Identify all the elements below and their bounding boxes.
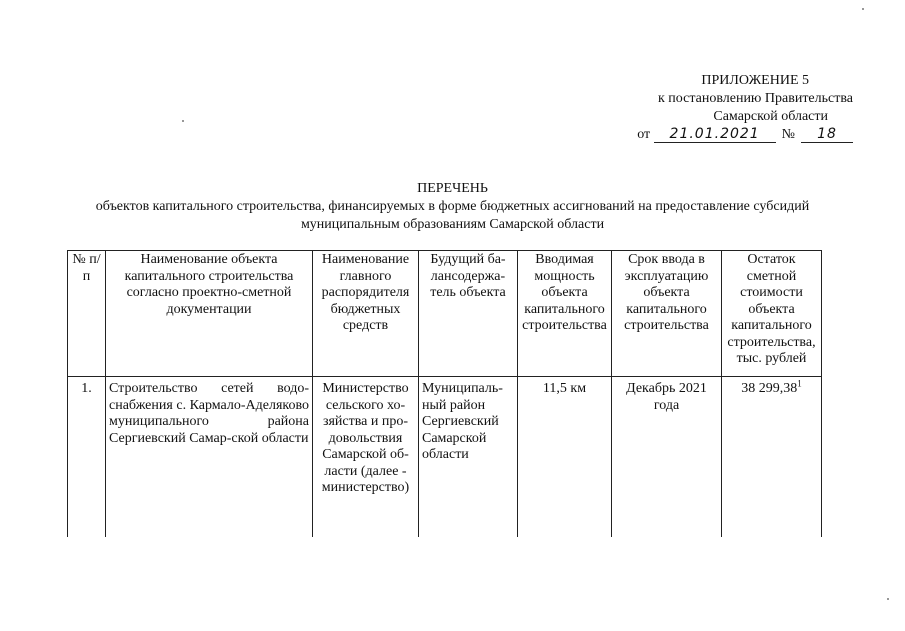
cell-capacity: 11,5 км	[518, 377, 612, 537]
appendix-block	[637, 72, 853, 144]
table-header-row	[68, 251, 822, 377]
header-capacity: Вводимая мощность объекта капитального строительства	[518, 251, 612, 377]
decree-date-handwritten: 21.01.2021	[654, 126, 776, 143]
document-title: ПЕРЕЧЕНЬ	[417, 181, 488, 196]
decree-number-handwritten: 18	[801, 126, 853, 143]
appendix-decree-line: к постановлению Правительства	[657, 91, 853, 106]
cell-balance-holder: Муниципаль-ный район Сергиевский Самарской области	[419, 377, 518, 537]
header-object-name: Наименование объекта капитального строительства согласно проектно-сметной документации	[106, 251, 313, 377]
scan-speck	[862, 8, 864, 10]
footnote-marker: 1	[797, 378, 802, 389]
remaining-cost-value: 38 299,38	[741, 381, 798, 396]
header-commissioning-date: Срок ввода в эксплуатацию объекта капитального строительства	[612, 251, 722, 377]
document-subtitle-line1: объектов капитального строительства, финансируемых в форме бюджетных ассигнований на предоставление субсидий	[95, 199, 810, 214]
cell-object-name: Строительство сетей водо-снабжения с. Кармало-Аделяково муниципального района Сергиевский Самар-ской области	[106, 377, 313, 537]
header-balance-holder: Будущий ба-лансодержа-тель объекта	[419, 251, 518, 377]
document-heading	[0, 180, 905, 234]
table-row	[68, 377, 822, 537]
date-prefix: от	[637, 127, 651, 142]
cell-commissioning-date: Декабрь 2021 года	[612, 377, 722, 537]
decree-signature-line	[637, 126, 853, 144]
cell-budget-manager: Министерство сельского хо-зяйства и про-довольствия Самарской об-ласти (далее - министерство)	[313, 377, 419, 537]
cell-number: 1.	[68, 377, 106, 537]
header-number: № п/п	[68, 251, 106, 377]
header-budget-manager: Наименование главного распорядителя бюджетных средств	[313, 251, 419, 377]
appendix-title: ПРИЛОЖЕНИЕ 5	[701, 73, 809, 88]
scan-speck	[182, 120, 184, 122]
objects-table	[67, 250, 822, 537]
document-subtitle-line2: муниципальным образованиям Самарской области	[300, 217, 605, 232]
cell-remaining-cost	[722, 377, 822, 537]
appendix-region-line: Самарской области	[713, 109, 828, 124]
scan-speck	[887, 598, 889, 600]
header-remaining-cost: Остаток сметной стоимости объекта капитального строительства, тыс. рублей	[722, 251, 822, 377]
number-sign: №	[781, 127, 795, 142]
